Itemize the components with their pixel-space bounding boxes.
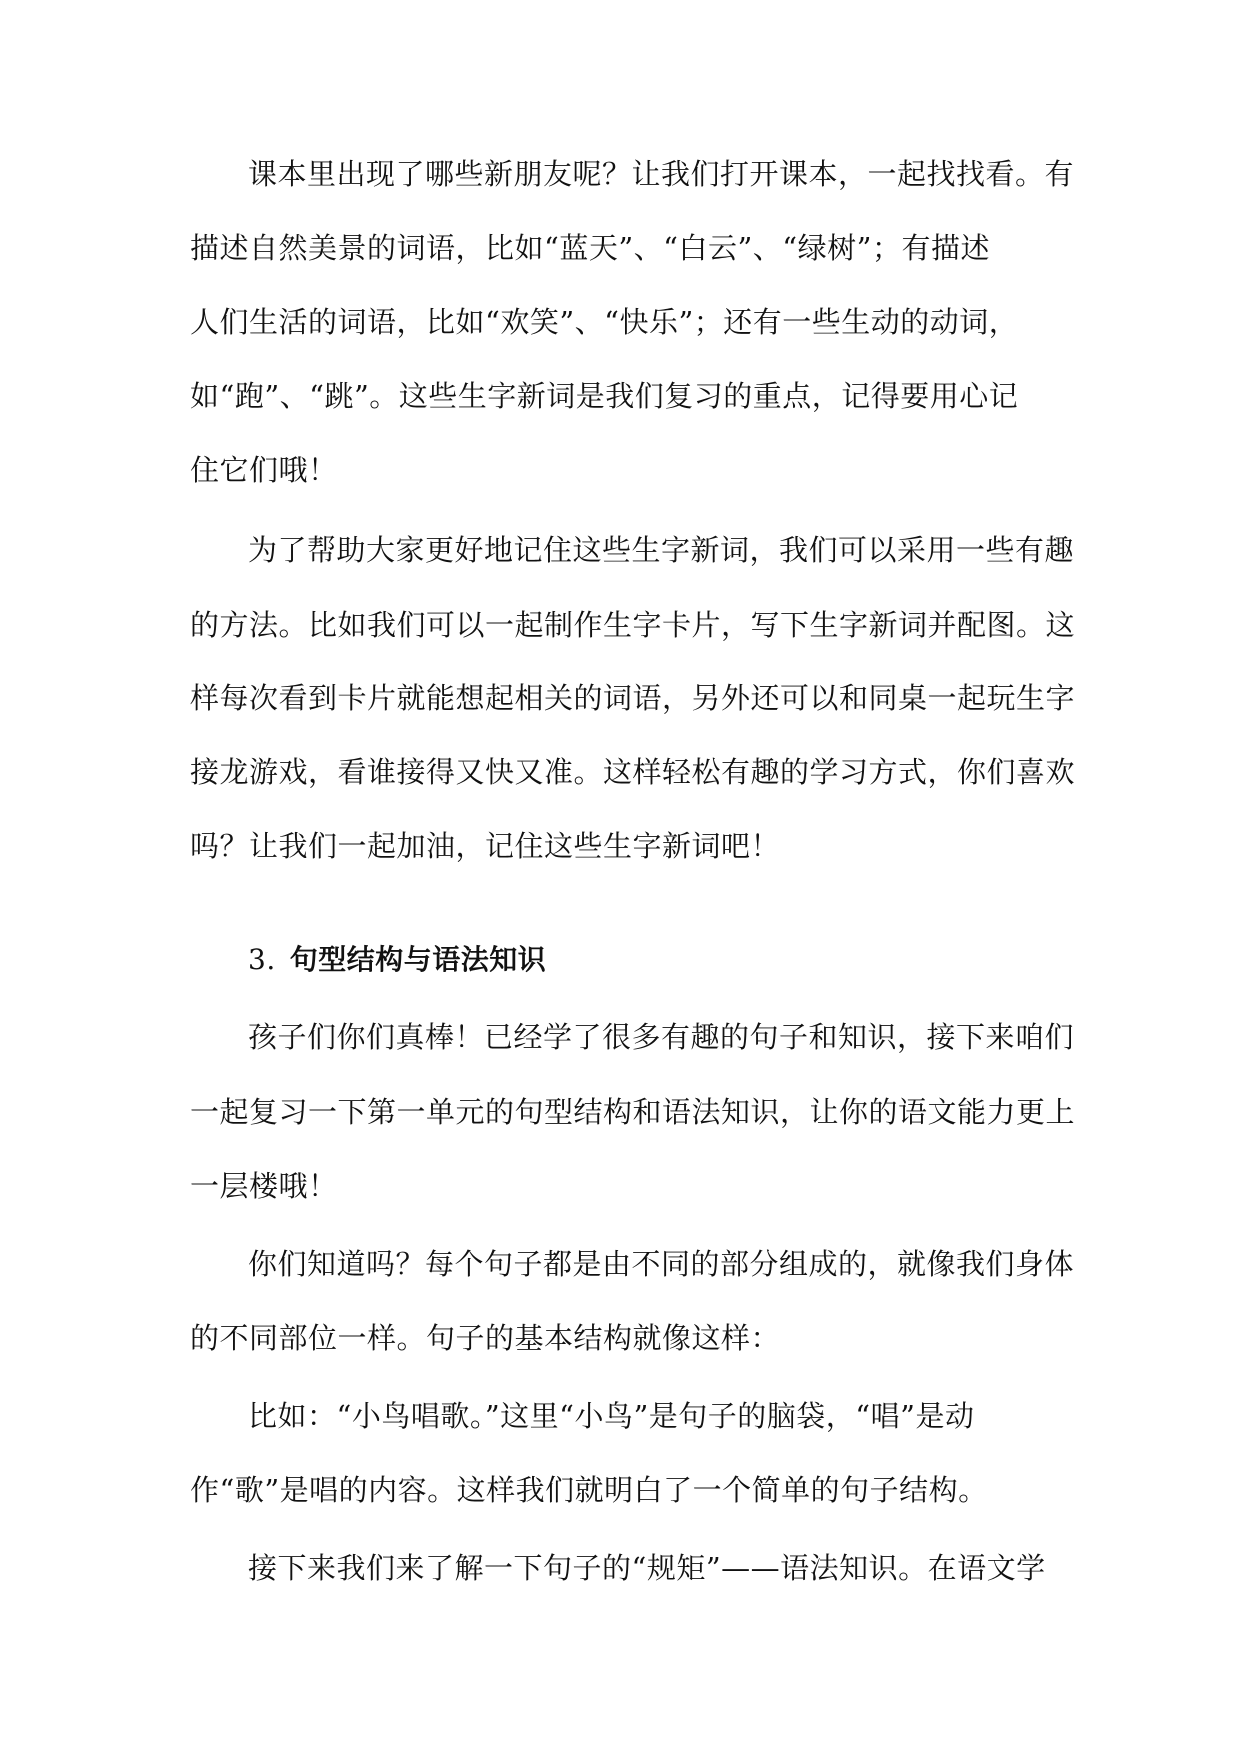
paragraph-line: 住它们哦！ — [190, 453, 338, 487]
paragraph-line: 如“跑”、“跳”。这些生字新词是我们复习的重点，记得要用心记 — [190, 379, 1019, 413]
paragraph-line: 人们生活的词语，比如“欢笑”、“快乐”；还有一些生动的动词， — [190, 305, 1019, 339]
section-title: 句型结构与语法知识 — [289, 943, 547, 976]
paragraph-line: 一层楼哦！ — [190, 1169, 338, 1203]
paragraph-line: 作“歌”是唱的内容。这样我们就明白了一个简单的句子结构。 — [190, 1473, 988, 1507]
paragraph-line: 样每次看到卡片就能想起相关的词语，另外还可以和同桌一起玩生字 — [190, 681, 1076, 715]
paragraph-line: 的方法。比如我们可以一起制作生字卡片，写下生字新词并配图。这 — [190, 608, 1076, 642]
paragraph-line: 接龙游戏，看谁接得又快又准。这样轻松有趣的学习方式，你们喜欢 — [190, 755, 1076, 789]
paragraph-line: 的不同部位一样。句子的基本结构就像这样： — [190, 1321, 781, 1355]
paragraph-line: 孩子们你们真棒！已经学了很多有趣的句子和知识，接下来咱们 — [248, 1020, 1075, 1054]
section-number: 3. — [248, 943, 276, 976]
paragraph-line: 为了帮助大家更好地记住这些生字新词，我们可以采用一些有趣 — [248, 533, 1075, 567]
paragraph-line: 你们知道吗？每个句子都是由不同的部分组成的，就像我们身体 — [248, 1247, 1075, 1281]
section-heading — [248, 940, 1118, 980]
paragraph-line: 课本里出现了哪些新朋友呢？让我们打开课本，一起找找看。有 — [248, 157, 1075, 191]
paragraph-line: 接下来我们来了解一下句子的“规矩”——语法知识。在语文学 — [248, 1551, 1046, 1585]
paragraph-line: 一起复习一下第一单元的句型结构和语法知识，让你的语文能力更上 — [190, 1095, 1076, 1129]
paragraph-line: 吗？让我们一起加油，记住这些生字新词吧！ — [190, 829, 781, 863]
paragraph-line: 描述自然美景的词语，比如“蓝天”、“白云”、“绿树”；有描述 — [190, 231, 990, 265]
paragraph-line: 比如：“小鸟唱歌。”这里“小鸟”是句子的脑袋，“唱”是动 — [248, 1399, 975, 1433]
